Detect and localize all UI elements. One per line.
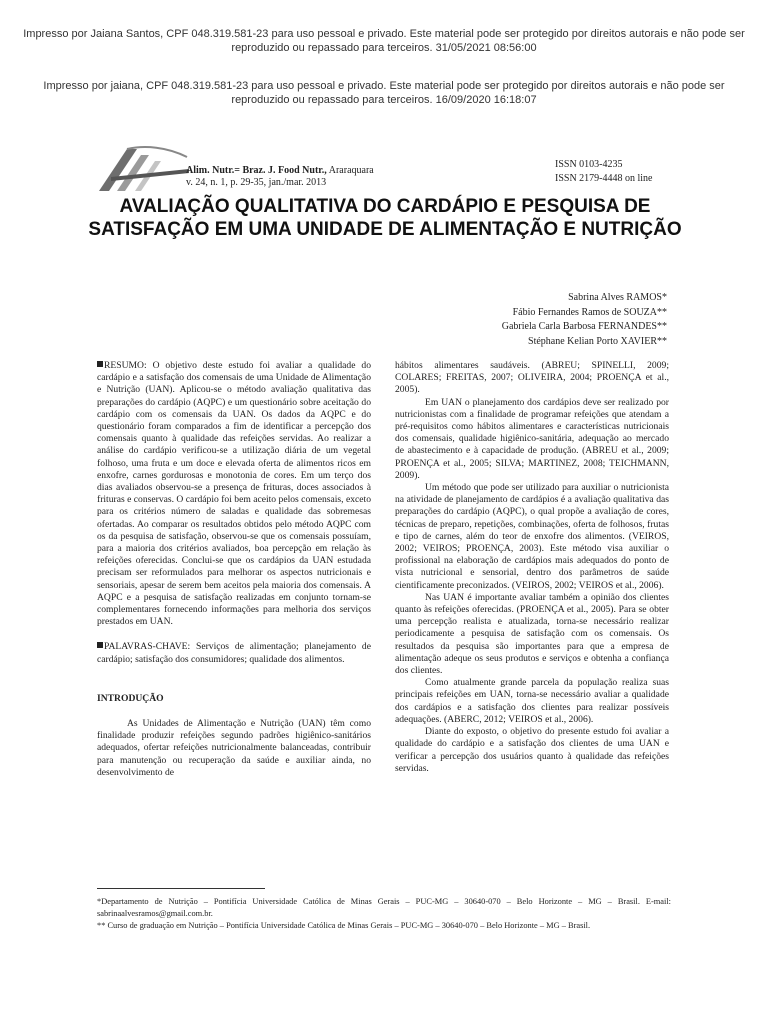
right-column (395, 360, 669, 775)
journal-issue: v. 24, n. 1, p. 29-35, jan./mar. 2013 (186, 177, 327, 188)
author-list (502, 291, 667, 349)
abstract-text: RESUMO: O objetivo deste estudo foi avaliar a qualidade do cardápio e a satisfação dos comensais de uma Unidade de Alimentação e Nutrição (UAN). Aplicou-se o método avaliação qualitativa das preparações do cardápio (AQPC) e um questionário sobre aceitação do cardápio com os comensais da UAN. Os dados da AQPC e do questionário foram comparados a fim de identificar a percepção dos comensais quanto à qualidade das refeições servidas. Ao realizar a análise do cardápio verificou-se a utilização diária de um vegetal folhoso, uma fruta e um doce e elevada oferta de alimentos ricos em enxofre, carnes gordurosas e monotonia de cores. Em um terço dos dias avaliados observou-se a presença de frituras, doces associados à frituras e conservas. O cardápio foi bem aceito pelos comensais, exceto para os critérios número de saladas e qualidade das sobremesas ofertadas. Ao comparar os resultados obtidos pelo método AQPC com os da pesquisa de satisfação, observou-se que os comensais possuíam, para a maioria dos critérios avaliados, boa percepção em relação às refeições oferecidas. Conclui-se que os cardápios da UAN estudada precisam ser reformulados para melhorar os aspectos nutricionais e sensoriais, apesar de serem bem aceitos pela maioria dos comensais. A AQPC e a pesquisa de satisfação realizadas em conjunto tornam-se complementares fornecendo informações para melhoria dos serviços prestados em UAN. (97, 360, 371, 628)
article-title: AVALIAÇÃO QUALITATIVA DO CARDÁPIO E PESQUISA DE SATISFAÇÃO EM UMA UNIDADE DE ALIMENTAÇÃO E NUTRIÇÃO (88, 196, 682, 240)
keywords (97, 641, 371, 665)
footnote-2: ** Curso de graduação em Nutrição – Pontifícia Universidade Católica de Minas Gerais – PUC-MG – 30640-070 – Belo Horizonte – MG – Brasil. (97, 921, 591, 930)
author-3: Gabriela Carla Barbosa FERNANDES** (501, 321, 667, 332)
bullet-square-icon (97, 361, 103, 367)
intro-paragraph-2: Em UAN o planejamento dos cardápios deve ser realizado por nutricionistas com a finalidade de programar refeições que atendam a pré-requisitos como hábitos alimentares e características nutricionais dos comensais, qualidade higiênico-sanitária, adequação ao mercado de abastecimento e à capacidade de produção. (ABREU et al., 2009; PROENÇA et al., 2005; SILVA; MARTINEZ, 2008; TEICHMANN, 2009). (395, 396, 669, 481)
abstract (97, 360, 371, 628)
author-1: Sabrina Alves RAMOS* (568, 292, 667, 303)
footnotes (97, 896, 671, 932)
print-watermark-2: Impresso por jaiana, CPF 048.319.581-23 para uso pessoal e privado. Este material pode ser protegido por direitos autorais e não pode ser reproduzido ou repassado para terceiros. 16/09/2020 16:18:07 (43, 80, 725, 106)
issn-online: ISSN 2179-4448 on line (555, 173, 653, 184)
intro-paragraph-1: As Unidades de Alimentação e Nutrição (UAN) têm como finalidade produzir refeições segundo padrões higiênico-sanitários adequados, ofertar refeições nutricionalmente balanceadas, contribuir para manutenção ou recuperação da saúde e auxiliar ainda, no desenvolvimento de (97, 718, 371, 778)
footnote-divider (97, 888, 265, 889)
journal-logo-icon (97, 143, 189, 193)
issn-print: ISSN 0103-4235 (555, 159, 623, 170)
author-4: Stéphane Kelian Porto XAVIER** (528, 335, 667, 347)
intro-paragraph-4: Nas UAN é importante avaliar também a opinião dos clientes quanto às refeições oferecidas. (PROENÇA et al., 2005). Para se obter uma percepção realista e atualizada, torna-se necessário realizar periodicamente a pesquisa de satisfação com os comensais. Os resultados da pesquisa são importantes para que a empresa de alimentação adeque os seus produtos e serviços e obtenha a confiança dos clientes. (395, 591, 669, 677)
intro-paragraph-5: Como atualmente grande parcela da população realiza suas principais refeições em UAN, torna-se necessário avaliar a qualidade dos cardápios e a satisfação dos clientes para realizar possíveis adequações. (ABERC, 2012; VEIROS et al., 2006). (395, 677, 669, 725)
intro-paragraph-6: Diante do exposto, o objetivo do presente estudo foi avaliar a qualidade do cardápio e a satisfação dos clientes de uma UAN e verificar a percepção dos usuários quanto à qualidade das refeições servidas. (395, 726, 669, 774)
print-watermark-1: Impresso por Jaiana Santos, CPF 048.319.581-23 para uso pessoal e privado. Este material pode ser protegido por direitos autorais e não pode ser reproduzido ou repassado para terceiros. 31/05/2021 08:56:00 (23, 28, 745, 54)
author-2: Fábio Fernandes Ramos de SOUZA** (512, 306, 667, 318)
journal-name: Alim. Nutr.= Braz. J. Food Nutr., (186, 165, 327, 176)
intro-paragraph-continued: hábitos alimentares saudáveis. (ABREU; SPINELLI, 2009; COLARES; FREITAS, 2007; OLIVEIRA, 2004; PROENÇA et al., 2005). (395, 360, 669, 396)
keywords-text: PALAVRAS-CHAVE: Serviços de alimentação; planejamento de cardápio; satisfação dos consumidores; qualidade dos alimentos. (97, 641, 371, 665)
intro-paragraph-3: Um método que pode ser utilizado para auxiliar o nutricionista na atividade de planejamento de cardápios é a avaliação qualitativa das preparações do cardápio (AQPC), o qual propõe a avaliação de cores, técnicas de preparo, repetições, combinações, oferta de folhosos, frutas e tipo de carnes, além do teor de enxofre dos alimentos. (VEIROS, 2002; VEIROS; PROENÇA, 2003). Este método visa auxiliar o profissional na elaboração de cardápios mais adequados do ponto de vista nutricional e sensorial, dentro dos parâmetros de saúde cientificamente preconizados. (VEIROS, 2002; VEIROS et al., 2006). (395, 482, 669, 591)
left-column (97, 360, 371, 779)
footnote-1: *Departamento de Nutrição – Pontifícia Universidade Católica de Minas Gerais – PUC-MG – 30640-070 – Belo Horizonte – MG – Brasil. E-mail: sabrinaalvesramos@gmail.com.br. (97, 897, 671, 918)
journal-citation (186, 165, 374, 189)
journal-city: Araraquara (326, 165, 374, 176)
section-heading-introduction: INTRODUÇÃO (97, 692, 164, 704)
bullet-square-icon (97, 642, 103, 648)
issn-block (555, 158, 653, 186)
journal-header (97, 143, 677, 193)
